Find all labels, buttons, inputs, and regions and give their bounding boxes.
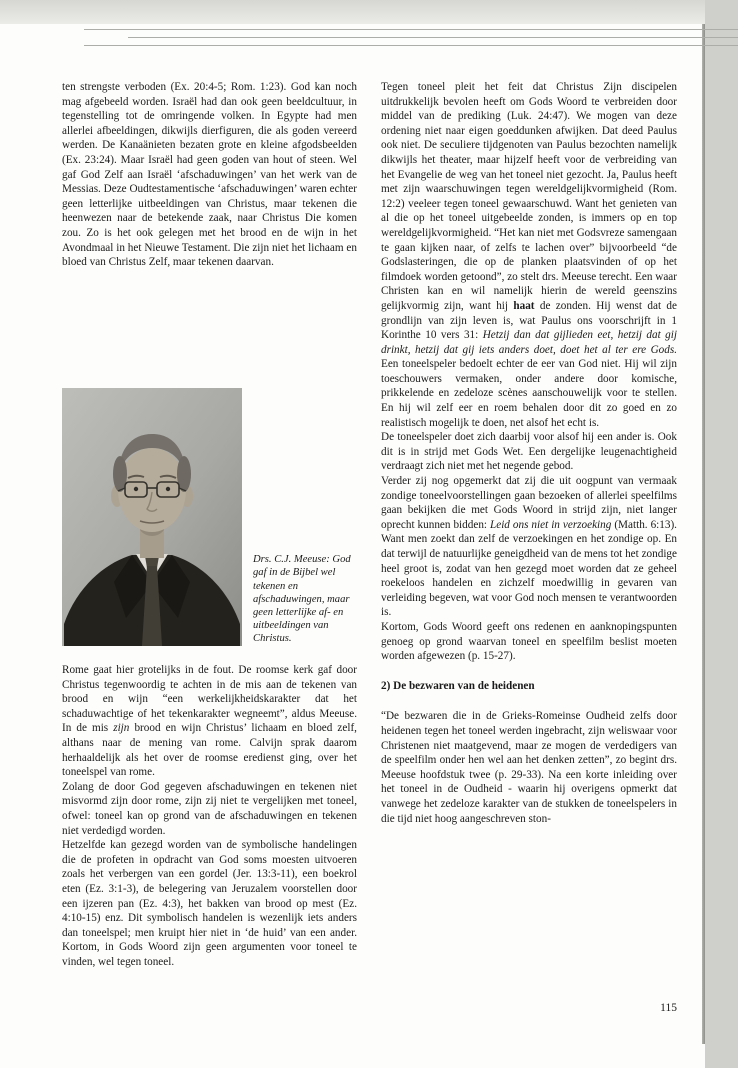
scan-margin-top — [0, 0, 738, 24]
portrait-photo-illustration — [62, 388, 242, 646]
paragraph: Tegen toneel pleit het feit dat Christus Zijn discipelen uitdrukkelijk bevolen heeft om Gods Woord te verbreiden door middel van de prediking (Luk. 24:47). We mogen van deze ordening niet naar eigen goeddunken afwijken. Dat deed Paulus ook niet. De seculiere tijdgenoten van Paulus bezochten namelijk dikwijls het theater, maar hijzelf heeft voor de verbreiding van het Evangelie de weg van het toneel niet gezocht. Ja, Paulus heeft met zijn waarschuwingen tegen wereldgelijkvormigheid (Rom. 12:2) veeleer tegen toneel gewaarschuwd. Want het genieten van al die op het toneel uitgebeelde zonden, is immers op en top wereldgelijkvormigheid. “Het kan niet met Godsvreze samengaan te gaan kijken naar, of zelfs te lachen over” bijvoorbeeld “de Godslasteringen, die op de planken plaatsvinden of op het filmdoek worden getoond”, zo stelt drs. Meeuse terecht. Een waar Christen kan en wil namelijk hierin de wereld geenszins gelijkvormig zijn, want hij haat de zonden. Hij wenst dat de grondlijn van zijn leven is, wat Paulus ons voorschrijft in 1 Korinthe 10 vers 31: Hetzij dan dat gijlieden eet, hetzij dat gij drinkt, hetzij dat gij iets anders doet, doet het al ter ere Gods. Een toneelspeler bedoelt echter de eer van God niet. Hij wil zijn toeschouwers vermaken, onder andere door komische, prikkelende en zedeloze scènes aanschouwelijk voor te stellen. En hij wil zelf eer en roem behalen door dit zo goed en zo realistisch mogelijk te doen, net alsof het echt is. — [381, 81, 677, 429]
scan-artifact-line — [84, 45, 738, 46]
left-column-top — [62, 80, 357, 270]
paragraph: “De bezwaren die in de Grieks-Romeinse Oudheid zelfs door heidenen tegen het toneel werden ingebracht, zijn weliswaar voor Christenen niet maatgevend, maar ze mogen de verdedigers van de speelfilm onder hen wel aan het denken zetten”, zo begint drs. Meeuse hoofdstuk twee (p. 29-33). Na een korte inleiding over het toneel in de Oudheid - waarin hij overigens opmerkt dat vanwege het zedeloze karakter van de stukken de toneelspelers in die tijd niet hoog aangeschreven ston- — [381, 710, 677, 825]
left-column — [62, 663, 357, 969]
photo-caption: Drs. C.J. Meeuse: God gaf in de Bijbel wel tekenen en afschaduwingen, maar geen letterlijke af- en uitbeeldingen van Christus. — [253, 554, 351, 644]
section-heading: 2) De bezwaren van de heidenen — [381, 679, 535, 692]
page-number: 115 — [660, 1002, 677, 1014]
right-column — [381, 80, 677, 826]
page-edge-shadow — [702, 24, 705, 1044]
scan-margin-right — [705, 0, 738, 1068]
paragraph: Verder zij nog opgemerkt dat zij die uit oogpunt van vermaak zondige toneelvoorstellingen gaan bezoeken of allerlei speelfilms gaan bekijken die met Gods Woord in strijd zijn, niet langer oprecht kunnen bidden: Leid ons niet in verzoeking (Matth. 6:13). Want men zoekt dan zelf de verzoekingen en het zondige op. En dat terwijl de natuurlijke geneigdheid van de mens tot het zondige heel groot is, zodat van hen gezegd moet worden dat ze geheel roekeloos handelen en zichzelf moedwillig in gevaren van verleiding begeven, wat voor God noch mensen te verantwoorden is. — [381, 475, 677, 619]
photo-with-caption — [62, 388, 358, 646]
paragraph: Kortom, Gods Woord geeft ons redenen en aanknopingspunten genoeg op grond waarvan toneel en speelfilm beslist moeten worden afgewezen (p. 15-27). — [381, 620, 677, 663]
scan-artifact-line — [128, 37, 738, 38]
paragraph: Rome gaat hier grotelijks in de fout. De roomse kerk gaf door Christus tegenwoordig te achten in de mis aan de tekenen van brood en wijn “een werkelijkheidskarakter dat het schaduwachtige of het tekenkarakter wegneemt”, aldus Meeuse. In de mis zijn brood en wijn Christus’ lichaam en bloed zelf, althans naar de mening van rome. Calvijn sprak daarom herhaaldelijk als het over de roomse eredienst ging, over het toneelspel van rome. — [62, 664, 357, 779]
portrait-photo — [62, 388, 242, 646]
paragraph: De toneelspeler doet zich daarbij voor alsof hij een ander is. Ook dit is in strijd met Gods Wet. Een dergelijke leugenachtigheid verdraagt zich niet met het negende gebod. — [381, 431, 677, 473]
scan-artifact-line — [84, 29, 738, 30]
paragraph: ten strengste verboden (Ex. 20:4-5; Rom. 1:23). God kan noch mag afgebeeld worden. Israël had dan ook geen beeldcultuur, in tegenstelling tot de omringende volken. In Egypte had men allerlei afbeeldingen, dikwijls dierfiguren, die als goden vereerd werden. De Kanaänieten bezaten grote en kleine afgodsbeelden (Ex. 23:24). Maar Israël had geen goden van hout of steen. Wel gaf God Zelf aan Israël ‘afschaduwingen’ van het werk van de Messias. Deze Oudtestamentische ‘afschaduwingen’ waren echter geen letterlijke uitbeeldingen van Christus, maar tekenen die heenwezen naar de betekende zaak, naar Christus Die komen zou. Zo is het ook gelegen met het brood en de wijn in het Avondmaal in het Nieuwe Testament. Die zijn niet het lichaam en bloed van Christus Zelf, maar tekenen daarvan. — [62, 81, 357, 269]
paragraph: Hetzelfde kan gezegd worden van de symbolische handelingen die de profeten in opdracht van God soms moesten uitvoeren zoals het verbergen van een gordel (Jer. 13:3-11), een boekrol eten (Ez. 3:1-3), de belegering van Jeruzalem voorstellen door een ijzeren pan (Ez. 4:3), het bakken van brood op mest (Ez. 4:10-15) enz. Dit symbolisch handelen is wezenlijk iets anders dan toneelspel; men kruipt hier niet in ‘de huid’ van een ander. Kortom, in Gods Woord zijn geen argumenten voor toneel te vinden, wel tegen toneel. — [62, 839, 357, 968]
paragraph: Zolang de door God gegeven afschaduwingen en tekenen niet misvormd zijn door rome, zijn zij niet te vergelijken met toneel, ofwel: toneel kan op grond van de afschaduwingen en tekenen niet verdedigd worden. — [62, 780, 357, 837]
